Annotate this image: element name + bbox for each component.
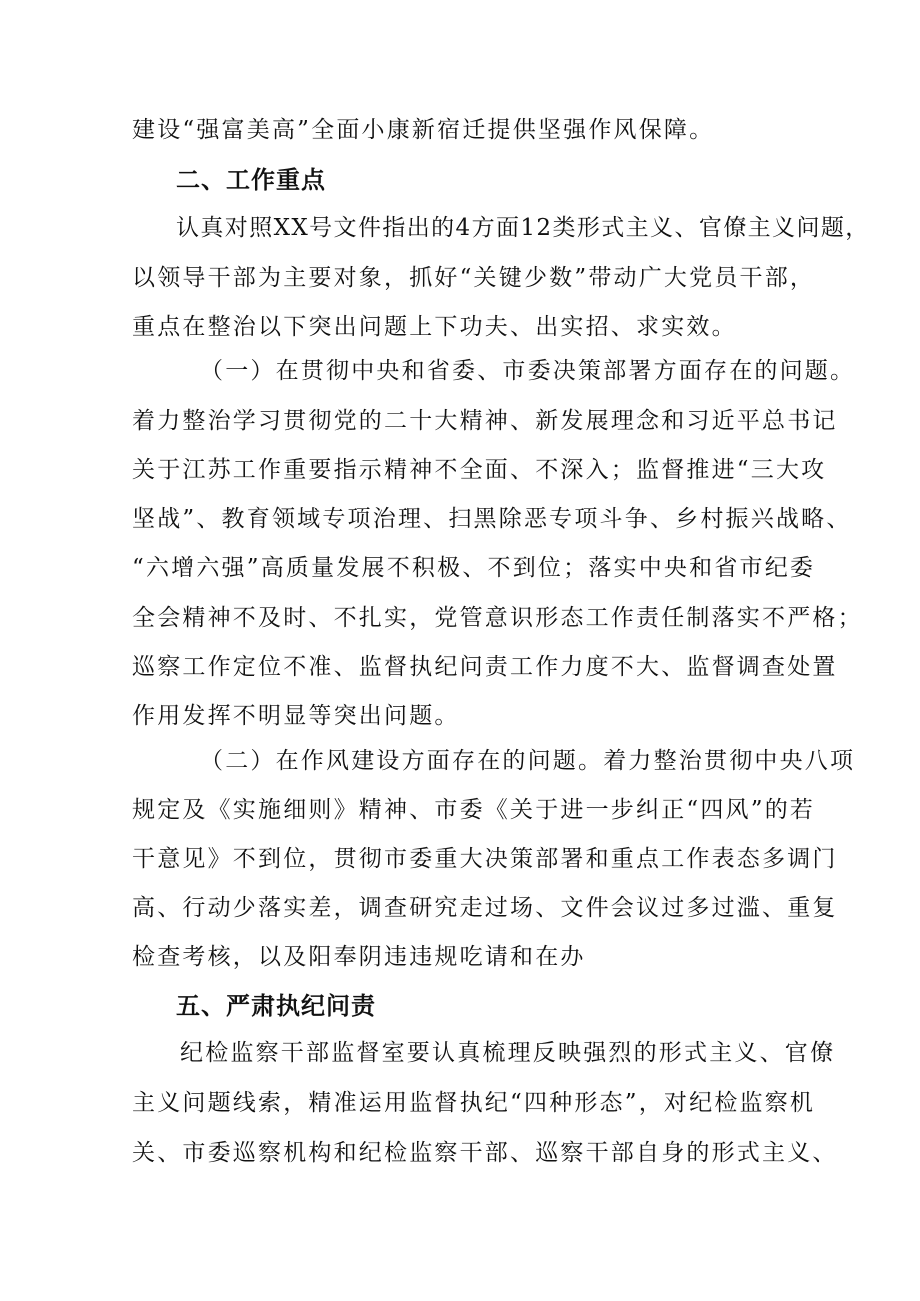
- item-line: 坚战”、教育领域专项治理、扫黑除恶专项斗争、乡村振兴战略、: [132, 506, 852, 532]
- section-heading-discipline: 五、严肃执纪问责: [176, 992, 376, 1020]
- item-line: 全会精神不及时、不扎实，党管意识形态工作责任制落实不严格；: [132, 605, 863, 631]
- item-line: 作用发挥不明显等突出问题。: [132, 703, 460, 729]
- item-line: “六增六强”高质量发展不积极、不到位；落实中央和省市纪委: [132, 555, 816, 581]
- item-line: 着力整治学习贯彻党的二十大精神、新发展理念和习近平总书记: [132, 408, 838, 434]
- item-line: 规定及《实施细则》精神、市委《关于进一步纠正“四风”的若: [132, 797, 816, 823]
- paragraph-line: 主义问题线索，精准运用监督执纪“四种形态”，对纪检监察机: [132, 1090, 816, 1116]
- paragraph-line: 纪检监察干部监督室要认真梳理反映强烈的形式主义、官僚: [180, 1040, 836, 1066]
- item-line: 关于江苏工作重要指示精神不全面、不深入；监督推进“三大攻: [132, 457, 827, 483]
- paragraph-line: 重点在整治以下突出问题上下功夫、出实招、求实效。: [132, 314, 737, 340]
- item-line: 干意见》不到位，贯彻市委重大决策部署和重点工作表态多调门: [132, 846, 838, 872]
- item-line: 高、行动少落实差，调查研究走过场、文件会议过多过滥、重复: [132, 895, 838, 921]
- paragraph-line: 以领导干部为主要对象，抓好“关键少数”带动广大党员干部，: [132, 265, 816, 291]
- paragraph-line: 认真对照XX号文件指出的4方面12类形式主义、官僚主义问题，: [176, 215, 870, 241]
- item-line: （二）在作风建设方面存在的问题。着力整治贯彻中央八项: [200, 748, 856, 774]
- intro-line: 建设“强富美高”全面小康新宿迁提供坚强作风保障。: [132, 117, 715, 143]
- section-heading-work-focus: 二、工作重点: [176, 166, 326, 194]
- item-line: 巡察工作定位不准、监督执纪问责工作力度不大、监督调查处置: [132, 654, 838, 680]
- item-line: （一）在贯彻中央和省委、市委决策部署方面存在的问题。: [200, 358, 856, 384]
- paragraph-line: 关、市委巡察机构和纪检监察干部、巡察干部自身的形式主义、: [132, 1140, 838, 1166]
- item-line: 检查考核，以及阳奉阴违违规吃请和在办: [132, 944, 586, 970]
